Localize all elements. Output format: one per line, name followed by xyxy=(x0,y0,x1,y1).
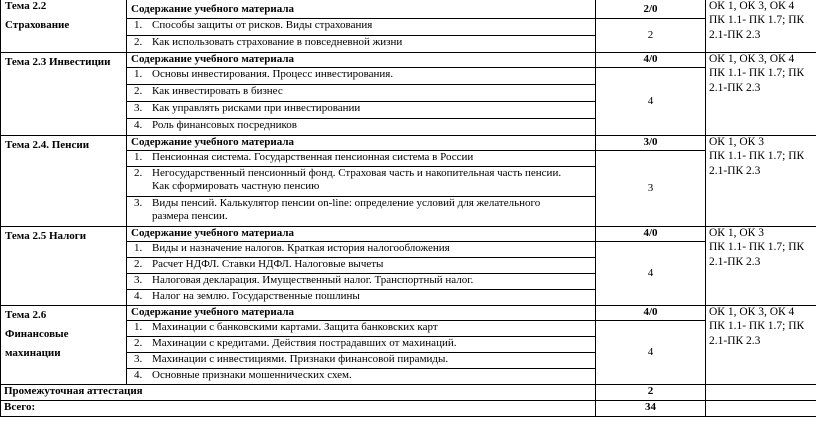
list-item-text: Способы защиты от рисков. Виды страхования xyxy=(152,19,373,31)
item-hours: 2 xyxy=(596,19,706,53)
item-hours: 4 xyxy=(596,68,706,136)
topic-title-line: Тема 2.3 Инвестиции xyxy=(5,56,111,68)
competency-line: ПК 1.1- ПК 1.7; ПК xyxy=(709,241,805,253)
summary-value: 34 xyxy=(596,401,706,417)
list-item-text: Виды пенсий. Калькулятор пенсии on-line: определение условий для желательного размера пенсии. xyxy=(152,197,541,222)
topic-header-row xyxy=(1,227,816,242)
competency-line: ОК 1, ОК 3, ОК 4 xyxy=(709,0,795,12)
competencies xyxy=(706,136,816,227)
list-item xyxy=(127,353,596,369)
topic-title xyxy=(1,136,127,227)
topic-title-line: Тема 2.5 Налоги xyxy=(5,230,87,242)
content-label: Содержание учебного материала xyxy=(127,227,596,242)
list-item-number: 2. xyxy=(134,337,143,349)
curriculum-table-body xyxy=(1,0,816,417)
list-item xyxy=(127,19,596,36)
content-label: Содержание учебного материала xyxy=(127,53,596,68)
list-item xyxy=(127,197,596,227)
competency-line: ОК 1, ОК 3, ОК 4 xyxy=(709,53,795,65)
list-item-text: Основы инвестирования. Процесс инвестирования. xyxy=(152,68,394,80)
list-item xyxy=(127,68,596,85)
list-item xyxy=(127,119,596,136)
list-item-number: 2. xyxy=(134,167,143,179)
competency-line: 2.1-ПК 2.3 xyxy=(709,82,761,94)
topic-header-row xyxy=(1,306,816,321)
list-item xyxy=(127,242,596,258)
topic-title-line: Страхование xyxy=(5,19,70,31)
competency-line: ОК 1, ОК 3, ОК 4 xyxy=(709,306,795,318)
summary-empty-cell xyxy=(706,401,816,417)
competency-line: 2.1-ПК 2.3 xyxy=(709,256,761,268)
list-item-text: Как использовать страхование в повседневной жизни xyxy=(152,36,403,48)
topic-title xyxy=(1,306,127,385)
summary-value: 2 xyxy=(596,385,706,401)
topic-total-hours: 4/0 xyxy=(596,53,706,68)
list-item-text: Как инвестировать в бизнес xyxy=(152,85,283,97)
topic-total-hours: 4/0 xyxy=(596,227,706,242)
list-item xyxy=(127,274,596,290)
topic-header-row xyxy=(1,136,816,151)
competency-line: ПК 1.1- ПК 1.7; ПК xyxy=(709,67,805,79)
topic-title-line: Тема 2.4. Пенсии xyxy=(5,139,90,151)
list-item-number: 4. xyxy=(134,290,143,302)
list-item xyxy=(127,85,596,102)
list-item xyxy=(127,167,596,197)
list-item-number: 4. xyxy=(134,369,143,381)
competency-line: 2.1-ПК 2.3 xyxy=(709,335,761,347)
summary-row xyxy=(1,385,816,401)
list-item-text: Налог на землю. Государственные пошлины xyxy=(152,290,360,302)
list-item-number: 1. xyxy=(134,242,143,254)
summary-label: Промежуточная аттестация xyxy=(1,385,596,401)
topic-title-line: Тема 2.6 xyxy=(5,309,47,321)
list-item xyxy=(127,258,596,274)
topic-title-line: Тема 2.2 xyxy=(5,0,47,12)
competencies xyxy=(706,53,816,136)
list-item xyxy=(127,321,596,337)
competency-line: ОК 1, ОК 3 xyxy=(709,136,764,148)
competencies xyxy=(706,0,816,53)
list-item xyxy=(127,151,596,167)
list-item xyxy=(127,36,596,53)
competency-line: ОК 1, ОК 3 xyxy=(709,227,764,239)
list-item-number: 1. xyxy=(134,68,143,80)
list-item xyxy=(127,102,596,119)
list-item-text: Как управлять рисками при инвестировании xyxy=(152,102,361,114)
list-item xyxy=(127,290,596,306)
summary-row xyxy=(1,401,816,417)
competency-line: ПК 1.1- ПК 1.7; ПК xyxy=(709,320,805,332)
list-item-text: Махинации с кредитами. Действия пострадавших от махинаций. xyxy=(152,337,457,349)
list-item-number: 3. xyxy=(134,197,143,209)
list-item-number: 2. xyxy=(134,85,143,97)
summary-label: Всего: xyxy=(1,401,596,417)
list-item xyxy=(127,337,596,353)
topic-title-line: махинации xyxy=(5,347,61,359)
list-item-number: 2. xyxy=(134,258,143,270)
topic-header-row xyxy=(1,53,816,68)
item-hours: 4 xyxy=(596,242,706,306)
topic-title xyxy=(1,53,127,136)
competency-line: 2.1-ПК 2.3 xyxy=(709,29,761,41)
topic-total-hours: 4/0 xyxy=(596,306,706,321)
item-hours: 4 xyxy=(596,321,706,385)
competency-line: ПК 1.1- ПК 1.7; ПК xyxy=(709,14,805,26)
topic-title xyxy=(1,0,127,53)
list-item xyxy=(127,369,596,385)
competency-line: ПК 1.1- ПК 1.7; ПК xyxy=(709,150,805,162)
topic-total-hours: 2/0 xyxy=(596,0,706,19)
list-item-text: Налоговая декларация. Имущественный налог. Транспортный налог. xyxy=(152,274,474,286)
list-item-number: 1. xyxy=(134,19,143,31)
list-item-number: 3. xyxy=(134,274,143,286)
content-label: Содержание учебного материала xyxy=(127,0,596,19)
list-item-number: 1. xyxy=(134,151,143,163)
list-item-text: Расчет НДФЛ. Ставки НДФЛ. Налоговые вычеты xyxy=(152,258,384,270)
topic-title xyxy=(1,227,127,306)
list-item-text: Махинации с банковскими картами. Защита банковских карт xyxy=(152,321,438,333)
list-item-number: 3. xyxy=(134,353,143,365)
competencies xyxy=(706,306,816,385)
topic-total-hours: 3/0 xyxy=(596,136,706,151)
list-item-text: Махинации с инвестициями. Признаки финансовой пирамиды. xyxy=(152,353,449,365)
competencies xyxy=(706,227,816,306)
list-item-number: 1. xyxy=(134,321,143,333)
list-item-text: Основные признаки мошеннических схем. xyxy=(152,369,352,381)
list-item-text: Виды и назначение налогов. Краткая история налогообложения xyxy=(152,242,450,254)
list-item-number: 3. xyxy=(134,102,143,114)
list-item-text: Негосударственный пенсионный фонд. Страховая часть и накопительная часть пенсии. Как сформировать частную пенсию xyxy=(152,167,562,192)
competency-line: 2.1-ПК 2.3 xyxy=(709,165,761,177)
list-item-text: Роль финансовых посредников xyxy=(152,119,297,131)
content-label: Содержание учебного материала xyxy=(127,306,596,321)
list-item-number: 4. xyxy=(134,119,143,131)
topic-title-line: Финансовые xyxy=(5,328,69,340)
list-item-text: Пенсионная система. Государственная пенсионная система в России xyxy=(152,151,474,163)
summary-empty-cell xyxy=(706,385,816,401)
list-item-number: 2. xyxy=(134,36,143,48)
content-label: Содержание учебного материала xyxy=(127,136,596,151)
item-hours: 3 xyxy=(596,151,706,227)
topic-header-row xyxy=(1,0,816,19)
